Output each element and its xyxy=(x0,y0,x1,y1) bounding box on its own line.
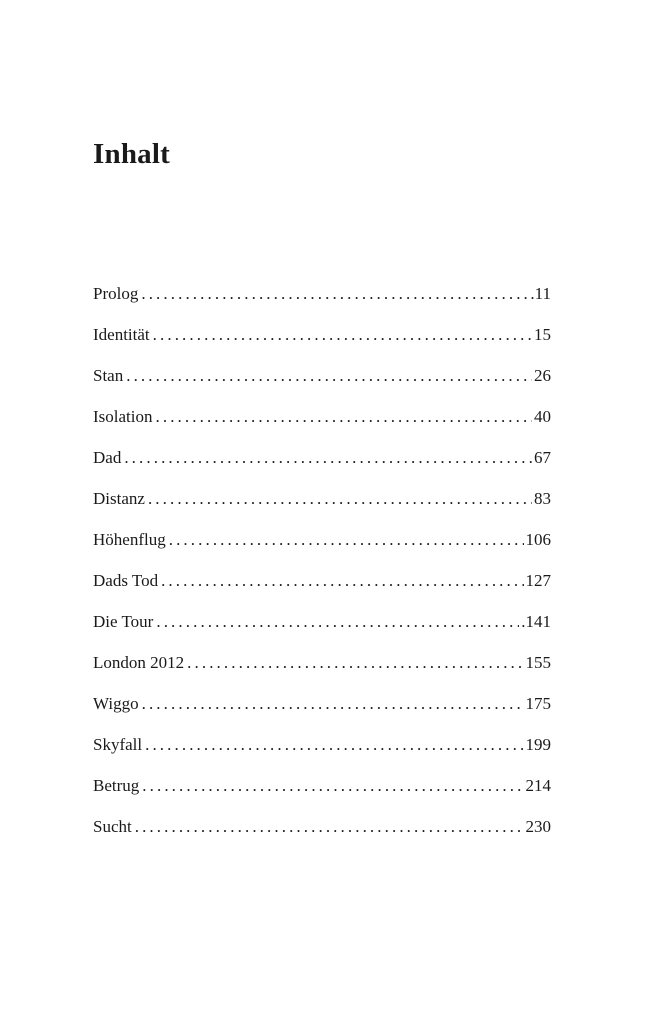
toc-entry xyxy=(93,610,551,651)
toc-dot-leader xyxy=(142,774,523,798)
toc-entry xyxy=(93,733,551,774)
toc-entry xyxy=(93,364,551,405)
toc-entry-page: 155 xyxy=(525,653,551,672)
toc-entry-title: Sucht xyxy=(93,817,132,836)
toc-entry xyxy=(93,774,551,815)
toc-entry-page: 67 xyxy=(534,448,551,467)
toc-dot-leader xyxy=(187,651,523,675)
toc-entry-page: .11 xyxy=(530,284,551,303)
toc-dot-leader xyxy=(169,528,524,552)
toc-dot-leader xyxy=(135,815,524,839)
toc-dot-leader xyxy=(153,323,532,347)
toc-dot-leader xyxy=(161,569,523,593)
toc-entry xyxy=(93,569,551,610)
toc-dot-leader xyxy=(142,692,524,716)
toc-entry-title: Isolation xyxy=(93,407,153,426)
toc-entry-title: Dad xyxy=(93,448,122,467)
toc-dot-leader xyxy=(156,405,533,429)
toc-entry-title: Prolog xyxy=(93,284,139,303)
toc-dot-leader xyxy=(124,446,532,470)
toc-entry-title: Identität xyxy=(93,325,150,344)
toc-entry xyxy=(93,692,551,733)
toc-entry-page: 199 xyxy=(525,735,551,754)
toc-entry-page: 83 xyxy=(534,489,551,508)
toc-entry-title: Höhenflug xyxy=(93,530,166,549)
toc-entry xyxy=(93,446,551,487)
toc-entry xyxy=(93,282,551,323)
toc-entry xyxy=(93,815,551,856)
toc-entry xyxy=(93,651,551,692)
toc-entry-title: Stan xyxy=(93,366,124,385)
toc-entry-title: Wiggo xyxy=(93,694,139,713)
toc-dot-leader xyxy=(148,487,532,511)
toc-entry-page: 175 xyxy=(525,694,551,713)
toc-entry-page: 106 xyxy=(525,530,551,549)
toc-dot-leader xyxy=(145,733,523,757)
toc-entry-title: Skyfall xyxy=(93,735,143,754)
toc-entry-page: 15 xyxy=(534,325,551,344)
page-title: Inhalt xyxy=(93,138,170,170)
toc-entry-page: 26 xyxy=(534,366,551,385)
toc-entry-page: 127 xyxy=(525,571,551,590)
toc-entry-page: 40 xyxy=(534,407,551,426)
toc-entry-title: Betrug xyxy=(93,776,140,795)
toc-entry-title: Distanz xyxy=(93,489,145,508)
toc-dot-leader xyxy=(126,364,532,388)
toc-entry-page: 214 xyxy=(525,776,551,795)
toc-entry xyxy=(93,487,551,528)
toc-dot-leader xyxy=(141,282,528,306)
toc-entry-title: Die Tour xyxy=(93,612,154,631)
toc-entry xyxy=(93,405,551,446)
table-of-contents xyxy=(93,282,551,856)
toc-entry-page: .141 xyxy=(521,612,551,631)
toc-dot-leader xyxy=(156,610,519,634)
toc-entry-page: 230 xyxy=(525,817,551,836)
toc-entry-title: Dads Tod xyxy=(93,571,159,590)
toc-entry-title: London 2012 xyxy=(93,653,185,672)
toc-entry xyxy=(93,323,551,364)
toc-entry xyxy=(93,528,551,569)
